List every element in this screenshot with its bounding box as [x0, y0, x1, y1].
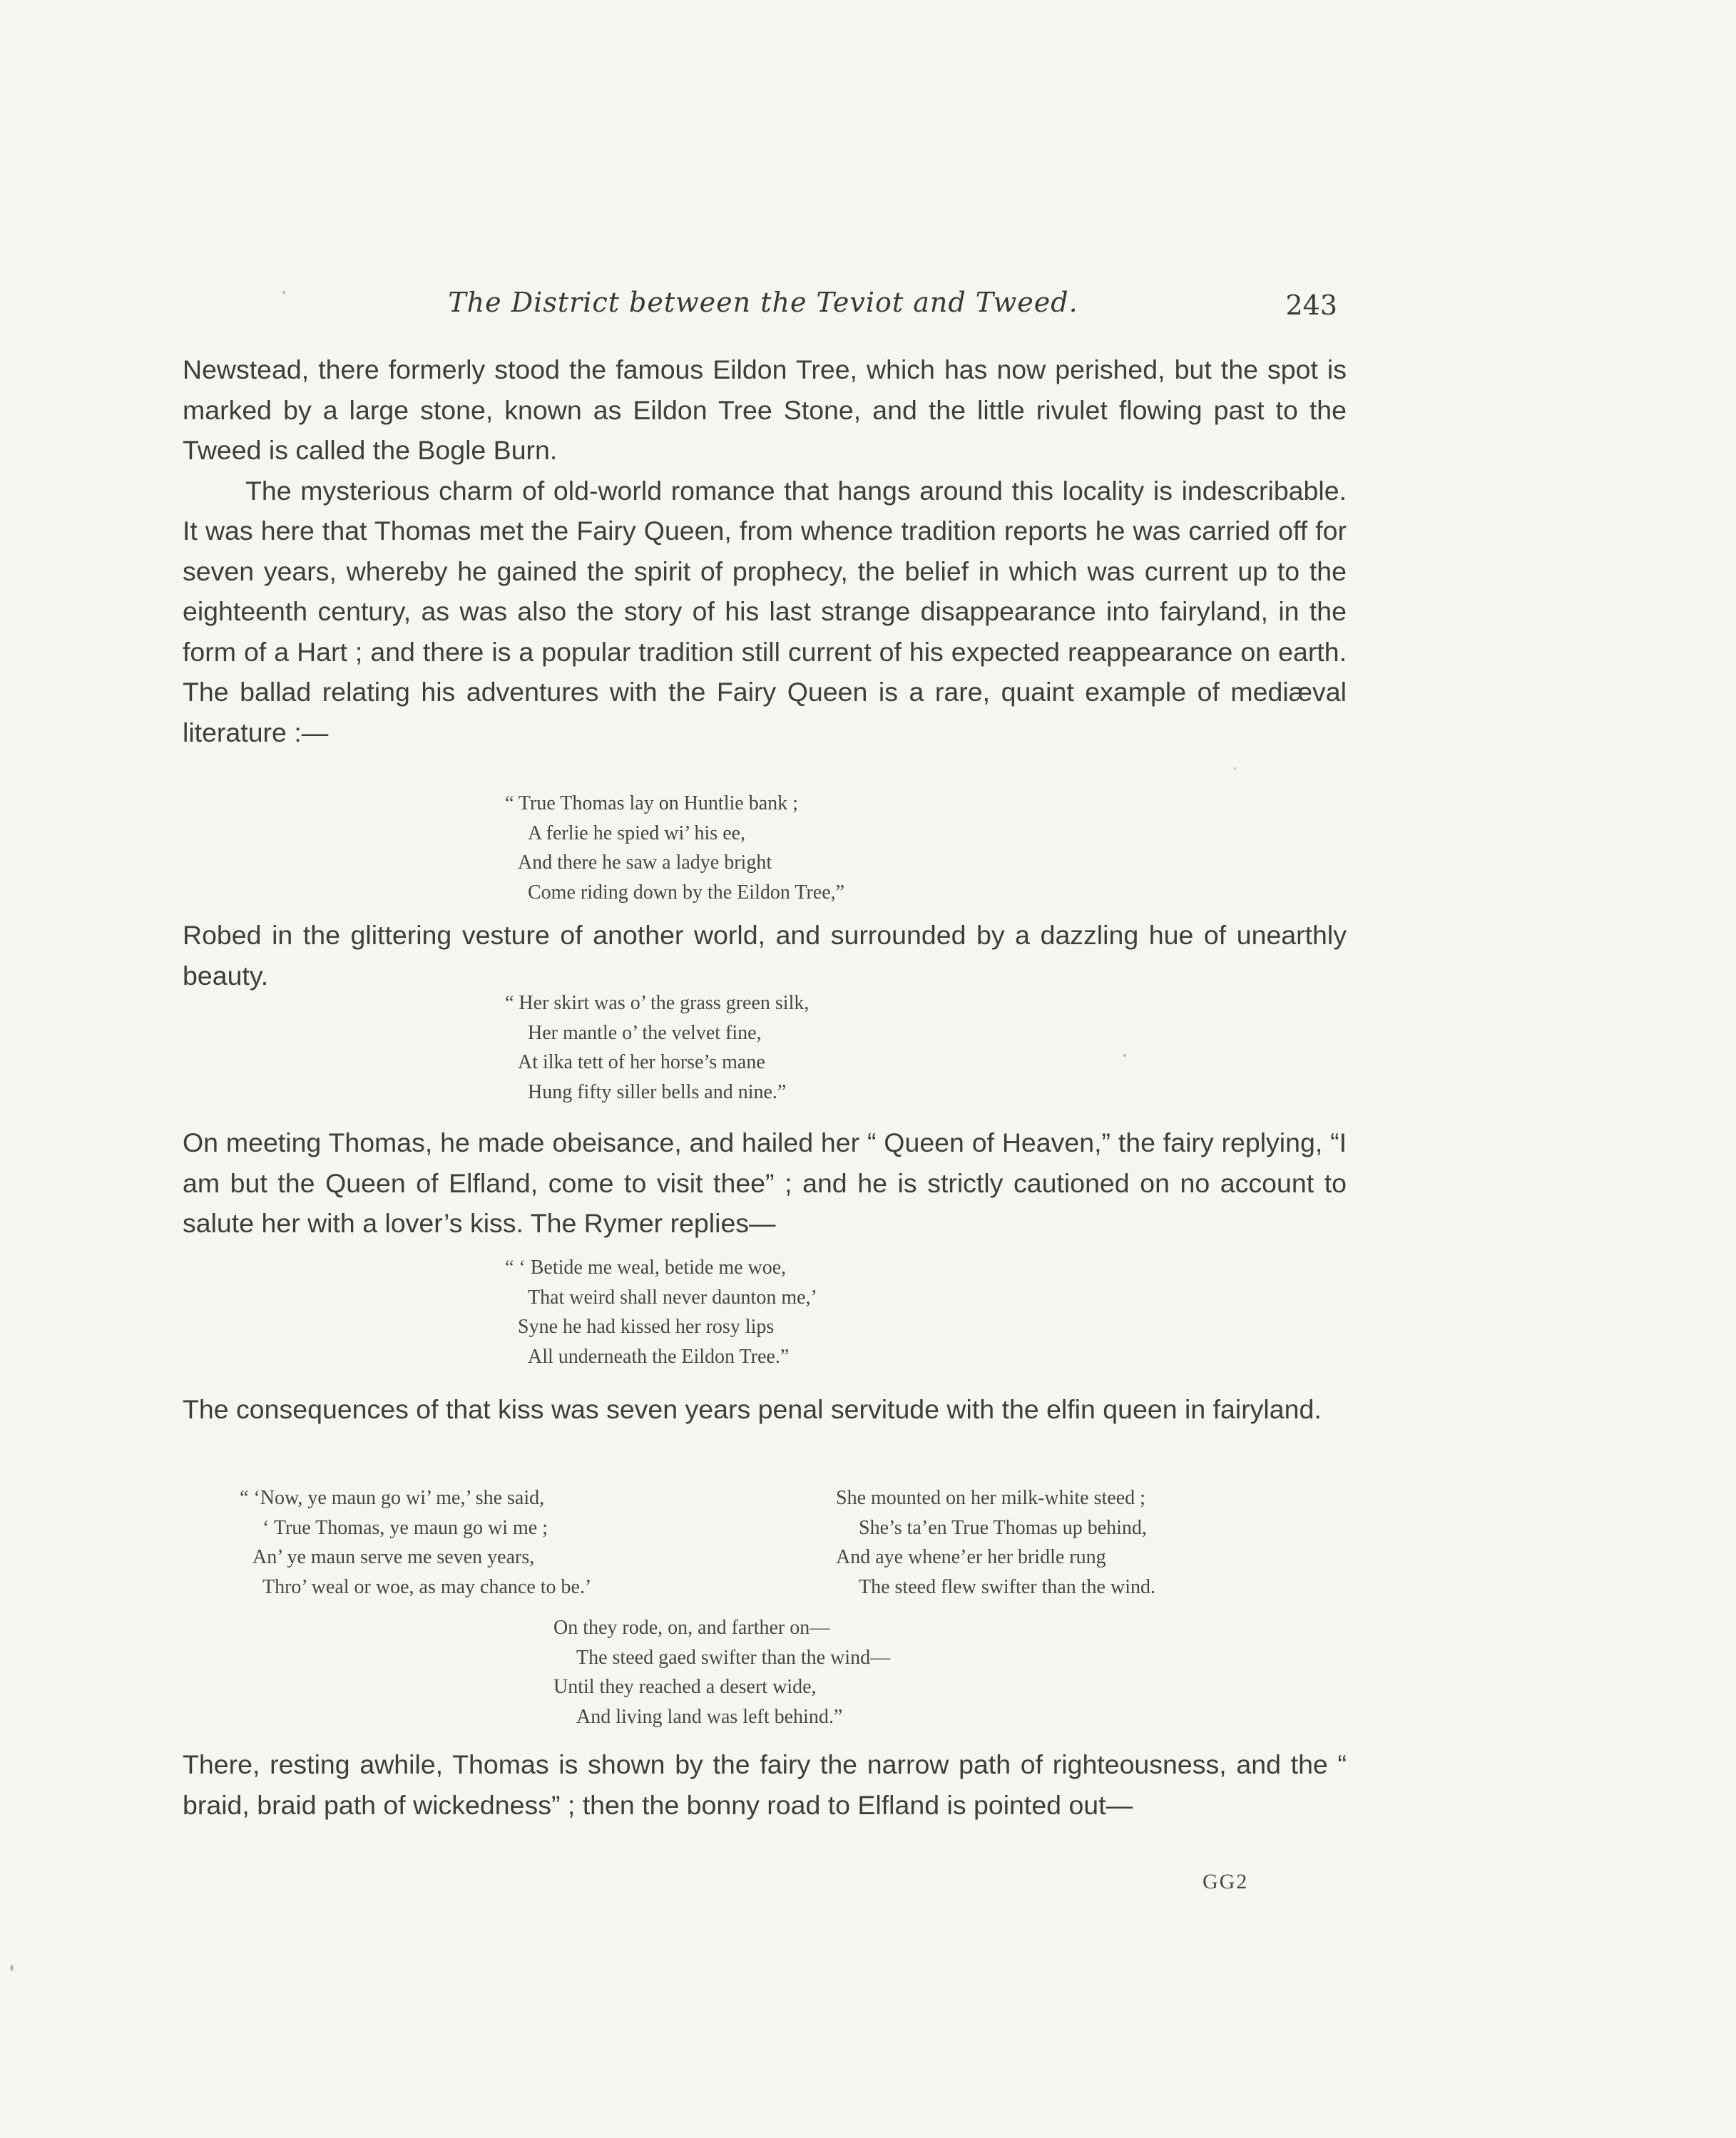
- paper-speck: [10, 1965, 14, 1971]
- verse-line: Until they reached a desert wide,: [553, 1676, 817, 1698]
- verse-line: “ Her skirt was o’ the grass green silk,: [505, 992, 810, 1014]
- verse-betide-me: [505, 1253, 817, 1371]
- verse-line: And there he saw a ladye bright: [518, 851, 772, 874]
- verse-line: “ True Thomas lay on Huntlie bank ;: [505, 792, 798, 814]
- running-title: The District between the Teviot and Tweed.: [448, 287, 1078, 318]
- prose-block-4: [183, 1389, 1347, 1430]
- paragraph-mysterious-charm: The mysterious charm of old-world romance that hangs around this locality is indescribable. It was here that Thomas met the Fairy Queen, from whence tradition reports he was carried off for seven years, whereby he gained the spirit of prophecy, the belief in which was current up to the eighteenth century, as was also the story of his last strange disappearance into fairyland, in the form of a Hart ; and there is a popular tradition still current of his expected reappearance on earth. The ballad relating his adventures with the Fairy Queen is a rare, quaint example of mediæval literature :—: [183, 475, 1347, 747]
- verse-line: She mounted on her milk-white steed ;: [836, 1487, 1145, 1509]
- verse-line: ‘ True Thomas, ye maun go wi me ;: [262, 1516, 548, 1539]
- verse-line: Come riding down by the Eildon Tree,”: [528, 881, 845, 904]
- prose-block-2: [183, 915, 1347, 996]
- verse-line: That weird shall never daunton me,’: [528, 1286, 817, 1309]
- verse-line: And aye whene’er her bridle rung: [836, 1546, 1106, 1568]
- paragraph-robed: Robed in the glittering vesture of another world, and surrounded by a dazzling hue of unearthly beauty.: [183, 920, 1347, 991]
- verse-line: Syne he had kissed her rosy lips: [518, 1316, 775, 1338]
- verse-line: At ilka tett of her horse’s mane: [518, 1051, 765, 1073]
- verse-line: Thro’ weal or woe, as may chance to be.’: [262, 1575, 592, 1598]
- verse-line: “ ‘Now, ye maun go wi’ me,’ she said,: [240, 1487, 545, 1509]
- verse-line: A ferlie he spied wi’ his ee,: [528, 822, 746, 844]
- verse-line: Her mantle o’ the velvet fine,: [528, 1021, 762, 1044]
- paper-speck: [282, 291, 285, 294]
- verse-true-thomas: [505, 789, 844, 907]
- verse-line: The steed gaed swifter than the wind—: [576, 1646, 891, 1669]
- verse-line: And living land was left behind.”: [576, 1705, 843, 1728]
- prose-block-1: [183, 349, 1347, 752]
- paper-speck: [1123, 1054, 1126, 1057]
- paragraph-consequences: The consequences of that kiss was seven years penal servitude with the elfin queen in fairyland.: [183, 1394, 1322, 1424]
- verse-now-ye-maun: [240, 1483, 591, 1602]
- prose-block-5: [183, 1744, 1347, 1825]
- verse-her-skirt: [505, 988, 809, 1107]
- verse-on-they-rode: [553, 1613, 890, 1732]
- paper-speck: [1234, 767, 1236, 769]
- verse-line: She’s ta’en True Thomas up behind,: [859, 1516, 1147, 1539]
- paragraph-newstead: Newstead, there formerly stood the famous Eildon Tree, which has now perished, but the spot is marked by a large stone, known as Eildon Tree Stone, and the little rivulet flowing past to the Tweed is called the Bogle Burn.: [183, 354, 1347, 465]
- verse-line: “ ‘ Betide me weal, betide me woe,: [505, 1257, 787, 1279]
- verse-line: On they rode, on, and farther on—: [553, 1617, 830, 1639]
- paragraph-on-meeting: On meeting Thomas, he made obeisance, and hailed her “ Queen of Heaven,” the fairy replying, “I am but the Queen of Elfland, come to visit thee” ; and he is strictly cautioned on no account to salute her with a lover’s kiss. The Rymer replies—: [183, 1127, 1347, 1238]
- running-head: [182, 287, 1344, 329]
- verse-she-mounted: [836, 1483, 1155, 1602]
- verse-line: An’ ye maun serve me seven years,: [252, 1546, 535, 1568]
- signature-mark: GG2: [1203, 1870, 1249, 1893]
- prose-block-3: [183, 1122, 1347, 1244]
- page-number: 243: [1285, 290, 1337, 321]
- verse-line: Hung fifty siller bells and nine.”: [528, 1080, 787, 1103]
- paragraph-there-resting: There, resting awhile, Thomas is shown by the fairy the narrow path of righteousness, and the “ braid, braid path of wickedness” ; then the bonny road to Elfland is pointed out—: [183, 1749, 1347, 1820]
- verse-line: The steed flew swifter than the wind.: [859, 1575, 1155, 1598]
- verse-line: All underneath the Eildon Tree.”: [528, 1345, 790, 1368]
